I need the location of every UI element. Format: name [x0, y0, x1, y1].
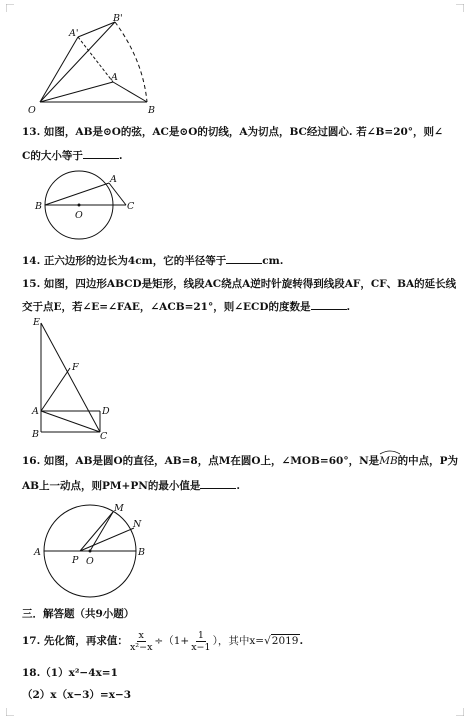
question-14: 14. 正六边形的边长为4cm，它的半径等于 cm. [22, 255, 284, 267]
label-A: A [110, 174, 117, 185]
question-13-line1: 13. 如图，AB是⊙O的弦，AC是⊙O的切线，A为切点，BC经过圆心. 若∠B=20°，则∠ [22, 126, 443, 138]
label-C: C [127, 201, 135, 212]
answer-blank [226, 253, 262, 264]
rotation-figure [25, 10, 165, 120]
label-A: A [111, 72, 118, 83]
label-B: B [35, 201, 42, 212]
label-N: N [133, 519, 142, 530]
question-13-line2: C的大小等于 . [22, 150, 123, 162]
label-P: P [72, 555, 79, 566]
question-17: 17. 先化简，再求值： $\frac{x}{\text{x²−x}}$ ÷（1+ $\frac{1}{x-1}$ ），其中x=√2019. [22, 629, 304, 653]
fraction-1: $\frac{x}{\text{x²−x}}$ [129, 629, 153, 653]
question-18-part2: （2）x（x−3）=x−3 [22, 689, 132, 701]
question-16-line2: AB上一动点，则PM+PN的最小值是 . [22, 480, 240, 492]
crop-mark [456, 4, 464, 12]
label-B-prime: B' [113, 13, 123, 24]
label-A-prime: A' [69, 28, 79, 39]
question-15-line1: 15. 如图，四边形ABCD是矩形，线段AC绕点A逆时针旋转得到线段AF，CF、BA的延长线 [22, 278, 457, 290]
label-O: O [28, 105, 36, 116]
label-E: E [33, 317, 40, 328]
question-15-line2: 交于点E，若∠E=∠FAE，∠ACB=21°，则∠ECD的度数是 . [22, 301, 351, 313]
label-O: O [86, 556, 94, 567]
question-18-part1: 18.（1）x²−4x=1 [22, 667, 118, 679]
label-B: B [148, 105, 155, 116]
crop-mark [6, 708, 14, 716]
sqrt-value: 2019 [271, 635, 299, 647]
label-O: O [75, 210, 83, 221]
label-M: M [114, 503, 124, 514]
label-A: A [32, 406, 39, 417]
question-13-figure [30, 168, 150, 243]
label-A: A [34, 547, 41, 558]
fraction-2: $\frac{1}{x-1}$ [191, 629, 211, 653]
answer-blank [83, 148, 119, 159]
label-B: B [138, 547, 145, 558]
question-16-figure [30, 500, 155, 600]
label-F: F [72, 362, 79, 373]
arc-MB: MB [379, 454, 397, 468]
answer-blank [200, 478, 236, 489]
section-heading: 三．解答题（共9小题） [22, 608, 135, 620]
question-15-figure [30, 315, 120, 445]
crop-mark [6, 4, 14, 12]
question-16-line1: 16. 如图，AB是圆O的直径，AB=8，点M在圆O上，∠MOB=60°，N是 MB的中点，P为 [22, 454, 458, 468]
answer-blank [311, 299, 347, 310]
label-D: D [102, 406, 110, 417]
label-B: B [32, 429, 39, 440]
crop-mark [456, 708, 464, 716]
label-C: C [100, 431, 108, 442]
